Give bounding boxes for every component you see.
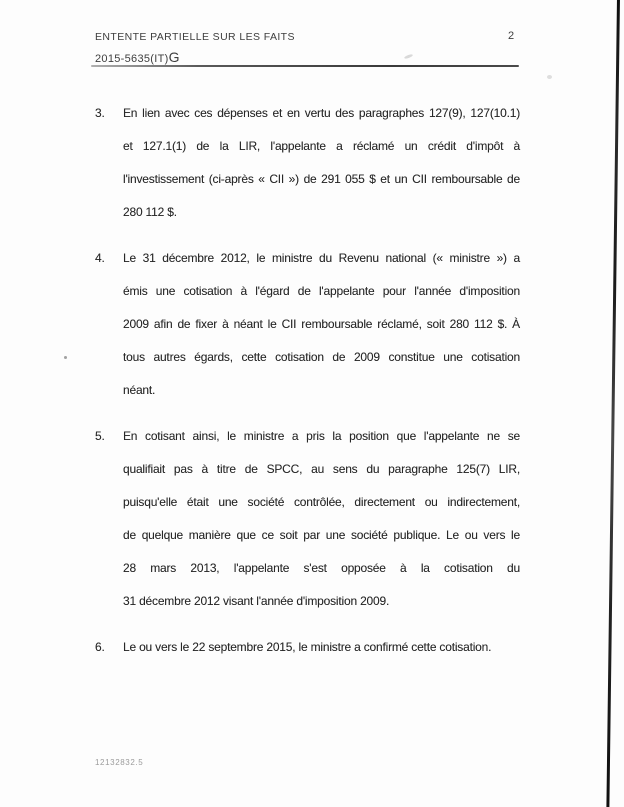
header-rule bbox=[91, 65, 519, 67]
paragraph-line: qualifiait pas à titre de SPCC, au sens du paragraphe 125(7) LIR, bbox=[123, 462, 520, 476]
scan-artifact-smudge bbox=[547, 75, 552, 79]
paragraph-line: En lien avec ces dépenses et en vertu des paragraphes 127(9), 127(10.1) bbox=[123, 106, 520, 120]
paragraph-line: 280 112 $. bbox=[123, 205, 177, 219]
paragraph-line: et 127.1(1) de la LIR, l'appelante a réclamé un crédit d'impôt à bbox=[123, 139, 520, 153]
docket-prefix: 2015-5635(IT) bbox=[95, 53, 169, 65]
paragraph-line: 31 décembre 2012 visant l'année d'imposition 2009. bbox=[123, 594, 390, 608]
paragraph-3 bbox=[95, 97, 520, 229]
paragraph-line: tous autres égards, cette cotisation de 2009 constitue une cotisation bbox=[123, 350, 520, 364]
paragraph-line: 2009 afin de fixer à néant le CII remboursable réclamé, soit 280 112 $. À bbox=[123, 317, 520, 331]
paragraph-line: En cotisant ainsi, le ministre a pris la position que l'appelante ne se bbox=[123, 429, 520, 443]
paragraph-4 bbox=[95, 242, 520, 407]
document-body bbox=[95, 97, 520, 677]
paragraph-line: Le ou vers le 22 septembre 2015, le ministre a confirmé cette cotisation. bbox=[123, 640, 492, 654]
paragraph-line: l'investissement (ci-après « CII ») de 291 055 $ et un CII remboursable de bbox=[123, 172, 520, 186]
paragraph-number: 4. bbox=[95, 251, 105, 265]
paragraph-line: néant. bbox=[123, 383, 156, 397]
paragraph-number: 5. bbox=[95, 429, 105, 443]
docket-suffix: G bbox=[168, 49, 180, 65]
paragraph-line: 28 mars 2013, l'appelante s'est opposée à la cotisation du bbox=[123, 561, 520, 575]
paragraph-number: 6. bbox=[95, 640, 105, 654]
document-id: 12132832.5 bbox=[95, 758, 144, 767]
scan-artifact-dot bbox=[64, 356, 67, 359]
paragraph-line: Le 31 décembre 2012, le ministre du Revenu national (« ministre ») a bbox=[123, 251, 520, 265]
paragraph-line: de quelque manière que ce soit par une société publique. Le ou vers le bbox=[123, 528, 520, 542]
paragraph-line: puisqu'elle était une société contrôlée, directement ou indirectement, bbox=[123, 495, 520, 509]
scan-page-edge-line bbox=[606, 0, 620, 807]
paragraph-6 bbox=[95, 631, 520, 664]
document-title: ENTENTE PARTIELLE SUR LES FAITS bbox=[95, 31, 295, 43]
scan-artifact-smudge bbox=[404, 54, 413, 60]
docket-number bbox=[95, 49, 180, 65]
paragraph-number: 3. bbox=[95, 106, 105, 120]
paragraph-5 bbox=[95, 420, 520, 618]
page-number: 2 bbox=[508, 30, 515, 42]
paragraph-line: émis une cotisation à l'égard de l'appelante pour l'année d'imposition bbox=[123, 284, 520, 298]
